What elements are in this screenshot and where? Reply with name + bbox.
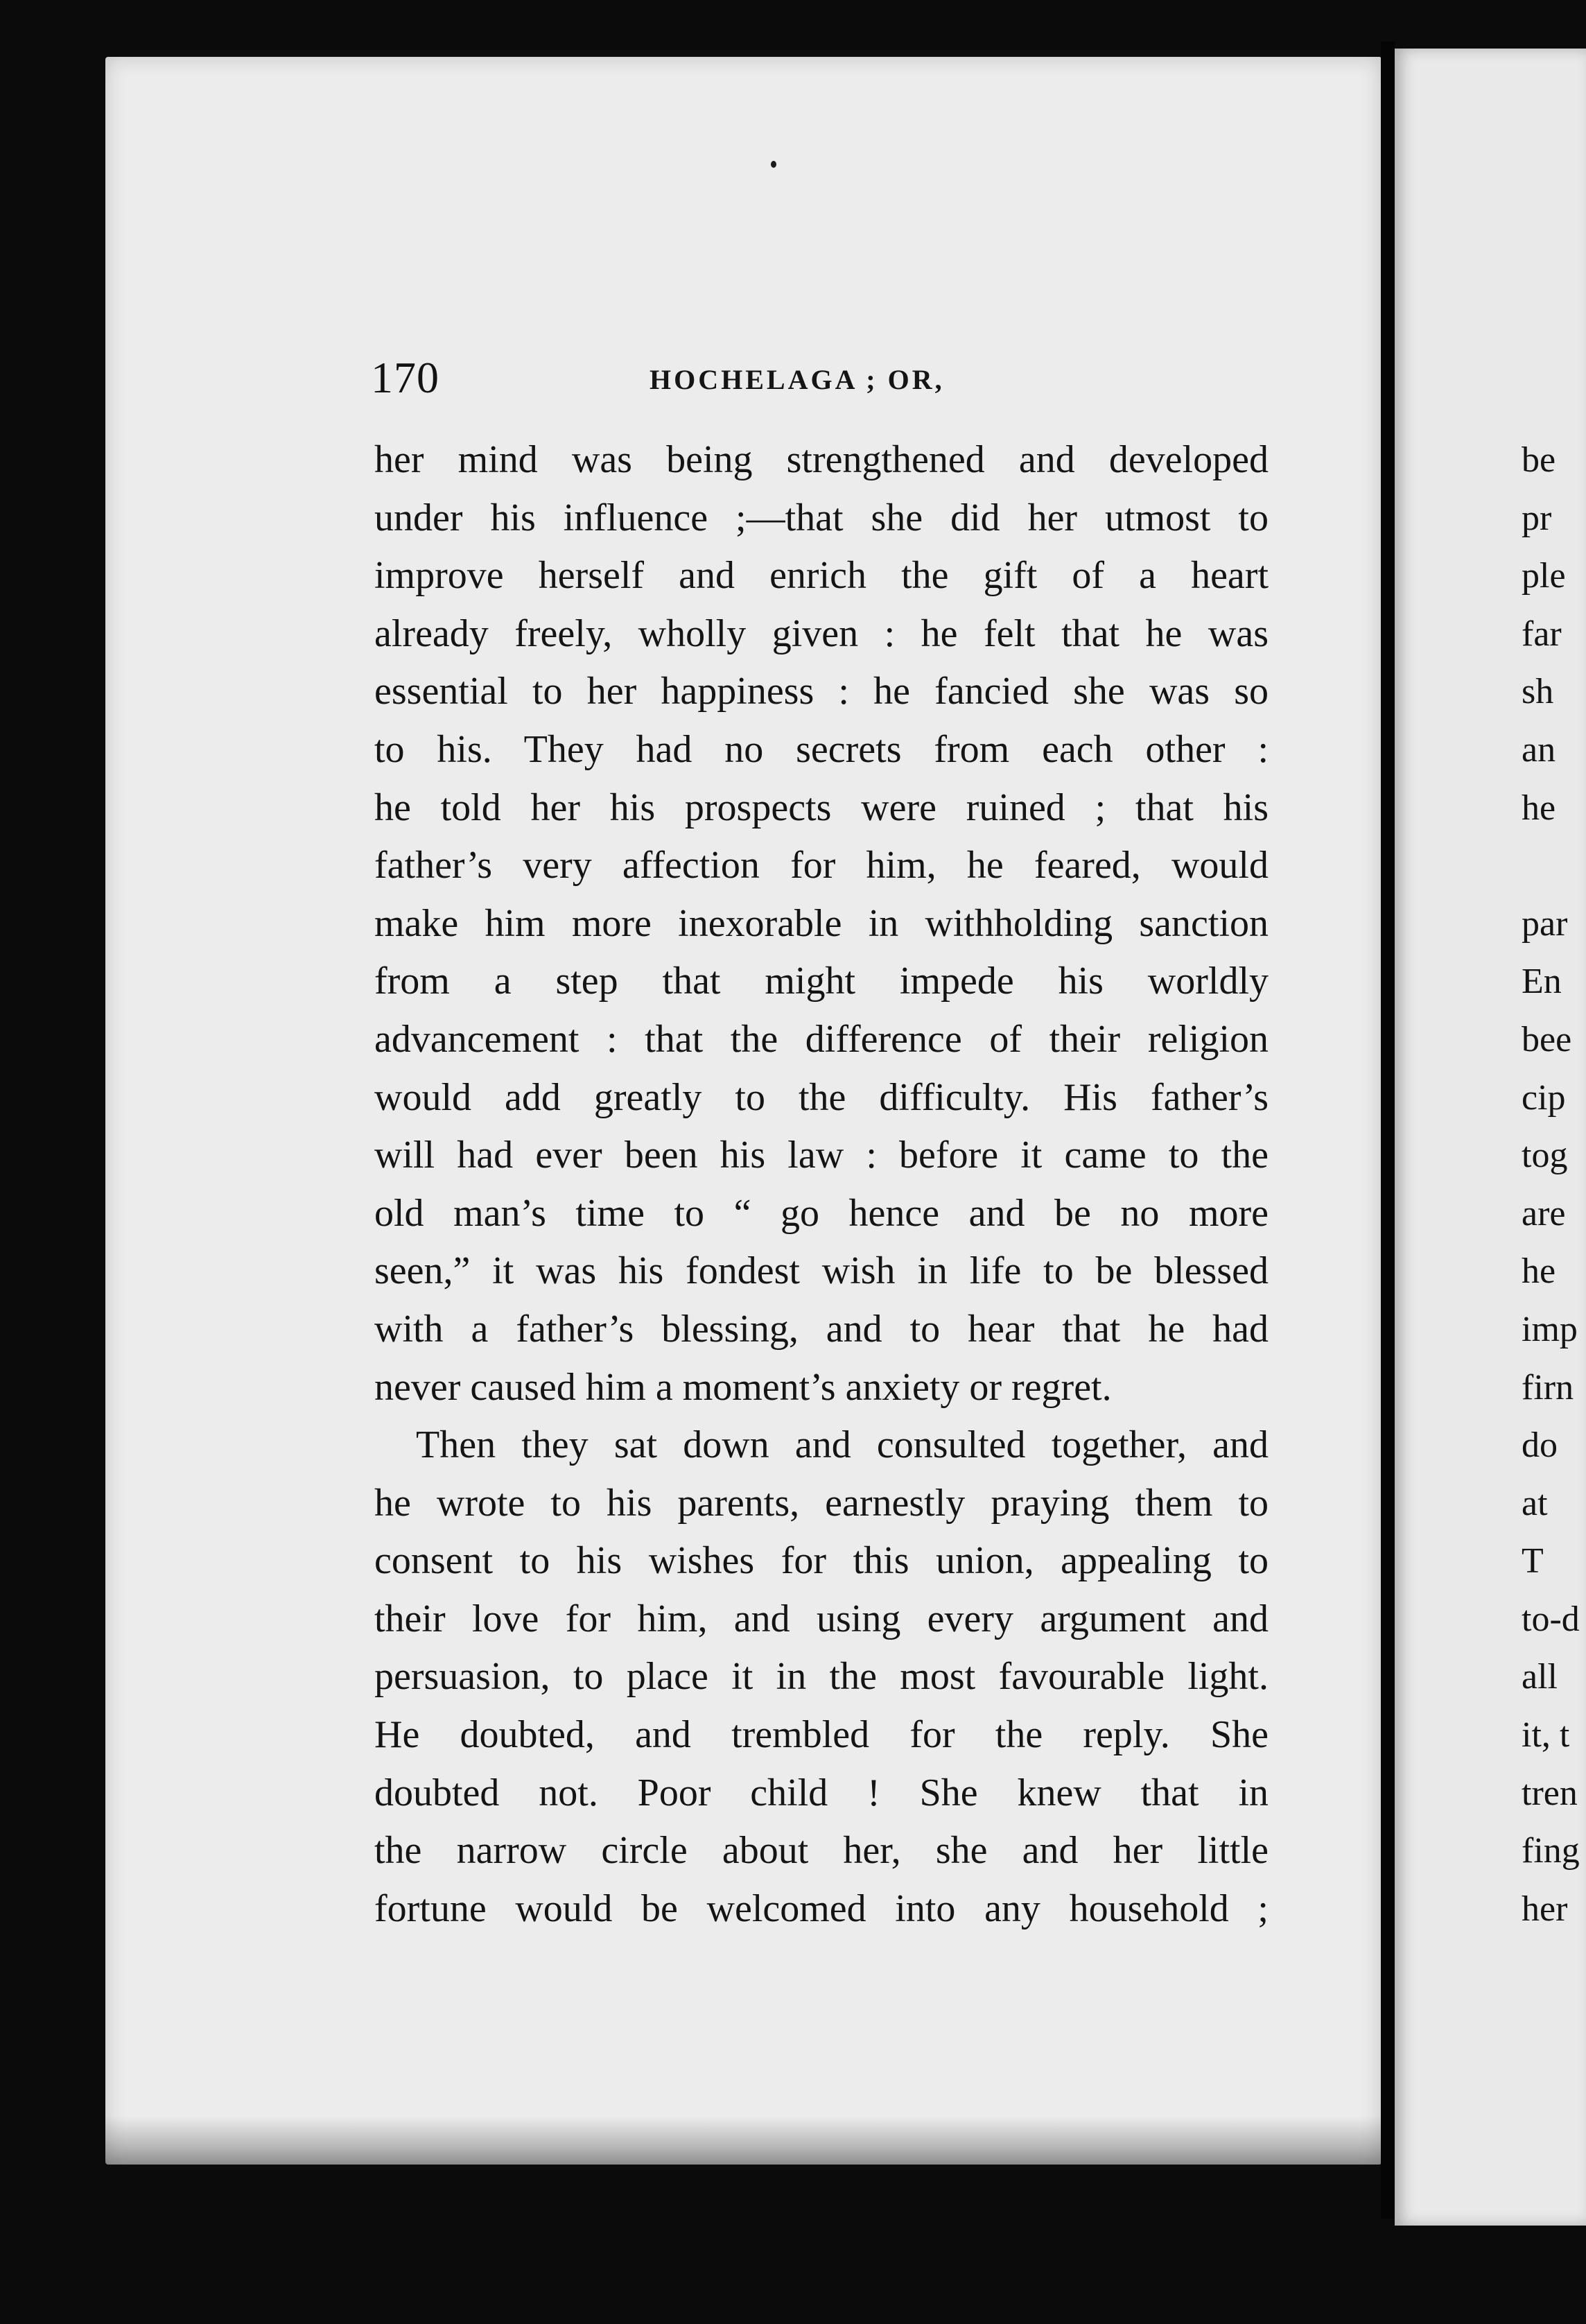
text-line: under his influence ;—that she did her utmost to xyxy=(374,496,1269,539)
facing-line: her xyxy=(1522,1889,1568,1929)
facing-line: to-d xyxy=(1522,1599,1580,1639)
text-line: consent to his wishes for this union, appealing to xyxy=(374,1539,1269,1583)
text-line: old man’s time to “ go hence and be no more xyxy=(374,1191,1269,1235)
facing-line: ple xyxy=(1522,556,1566,596)
text-line: He doubted, and trembled for the reply. She xyxy=(374,1713,1269,1757)
body-text xyxy=(374,431,1269,1938)
text-line: already freely, wholly given : he felt that he was xyxy=(374,612,1269,655)
text-line: would add greatly to the difficulty. His father’s xyxy=(374,1075,1269,1119)
text-line: to his. They had no secrets from each other : xyxy=(374,727,1269,771)
facing-line: he xyxy=(1522,788,1556,828)
facing-line: tren xyxy=(1522,1773,1578,1813)
text-line: improve herself and enrich the gift of a heart xyxy=(374,554,1269,598)
text-line: persuasion, to place it in the most favourable light. xyxy=(374,1655,1269,1699)
ink-speck xyxy=(771,161,776,168)
facing-line: par xyxy=(1522,903,1568,944)
facing-line: cip xyxy=(1522,1077,1566,1118)
text-line: make him more inexorable in withholding sanction xyxy=(374,901,1269,945)
text-line: with a father’s blessing, and to hear that he had xyxy=(374,1307,1269,1351)
text-line: essential to her happiness : he fancied she was so xyxy=(374,670,1269,713)
facing-line: far xyxy=(1522,614,1562,654)
facing-line: fing xyxy=(1522,1831,1580,1871)
paragraph-start-line: Then they sat down and consulted together, and xyxy=(416,1423,1269,1467)
facing-line: do xyxy=(1522,1425,1558,1466)
page-number: 170 xyxy=(371,353,439,402)
facing-line: he xyxy=(1522,1251,1556,1292)
running-head-title: HOCHELAGA ; OR, xyxy=(650,364,945,395)
facing-line: sh xyxy=(1522,672,1554,712)
text-line: her mind was being strengthened and developed xyxy=(374,438,1269,481)
facing-line: be xyxy=(1522,440,1556,480)
facing-line: it, t xyxy=(1522,1715,1570,1755)
text-line: doubted not. Poor child ! She knew that in xyxy=(374,1771,1269,1814)
facing-line: an xyxy=(1522,729,1556,770)
running-head xyxy=(371,352,1286,408)
facing-line xyxy=(1522,837,1586,895)
facing-line: are xyxy=(1522,1193,1566,1233)
facing-line: bee xyxy=(1522,1019,1572,1059)
text-line: seen,” it was his fondest wish in life to be blessed xyxy=(374,1249,1269,1293)
text-line: fortune would be welcomed into any household ; xyxy=(374,1887,1269,1930)
facing-line: at xyxy=(1522,1483,1548,1523)
text-line: will had ever been his law : before it came to the xyxy=(374,1134,1269,1177)
facing-line: En xyxy=(1522,962,1562,1002)
text-line: he wrote to his parents, earnestly praying them to xyxy=(374,1481,1269,1525)
facing-line: all xyxy=(1522,1657,1558,1697)
facing-line: tog xyxy=(1522,1136,1568,1176)
text-line: the narrow circle about her, she and her little xyxy=(374,1829,1269,1873)
text-line: never caused him a moment’s anxiety or regret. xyxy=(374,1365,1112,1409)
facing-line: T xyxy=(1522,1541,1544,1581)
book-gutter xyxy=(1381,42,1395,2219)
facing-line: pr xyxy=(1522,498,1552,538)
text-line: father’s very affection for him, he feared, would xyxy=(374,844,1269,887)
facing-line: imp xyxy=(1522,1309,1578,1349)
facing-page-text xyxy=(1522,431,1586,1938)
text-line: from a step that might impede his worldly xyxy=(374,960,1269,1003)
text-line: he told her his prospects were ruined ; that his xyxy=(374,786,1269,829)
facing-line: firn xyxy=(1522,1367,1574,1407)
text-line: their love for him, and using every argument and xyxy=(374,1597,1269,1640)
text-line: advancement : that the difference of their religion xyxy=(374,1017,1269,1061)
